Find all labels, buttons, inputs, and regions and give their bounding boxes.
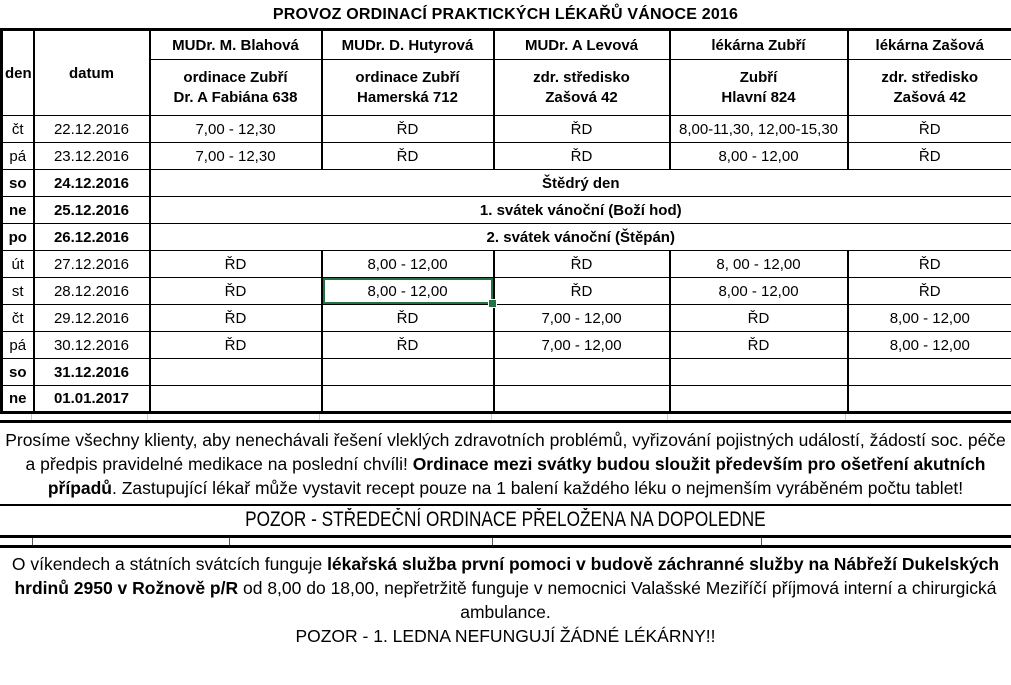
address-line: Dr. A Fabiána 638 (173, 88, 298, 106)
date-cell[interactable]: 24.12.2016 (34, 170, 150, 197)
schedule-cell[interactable] (150, 386, 322, 413)
schedule-cell[interactable]: ŘD (848, 251, 1011, 278)
notice-weekend-bold: lékařská služba první pomoci v budově záchranné služby na Nábřeží Dukelských hrdinů 2950 v Rožnově p/R (14, 554, 1000, 598)
schedule-cell[interactable]: 8,00-11,30, 12,00-15,30 (670, 116, 848, 143)
header-datum[interactable]: datum (34, 30, 150, 116)
schedule-cell[interactable]: ŘD (150, 305, 322, 332)
day-cell[interactable]: so (2, 359, 34, 386)
header-address-lekarna-zubri[interactable] (670, 60, 848, 116)
notice-weekend-service (0, 548, 1011, 652)
date-cell[interactable]: 30.12.2016 (34, 332, 150, 359)
table-row-holiday (2, 224, 1011, 251)
schedule-cell[interactable] (848, 386, 1011, 413)
day-cell[interactable]: ne (2, 386, 34, 413)
schedule-cell[interactable]: 8,00 - 12,00 (322, 251, 494, 278)
schedule-cell[interactable]: ŘD (322, 305, 494, 332)
notice-pharmacies-closed: POZOR - 1. LEDNA NEFUNGUJÍ ŽÁDNÉ LÉKÁRNY!! (295, 626, 716, 646)
schedule-cell[interactable]: 7,00 - 12,00 (494, 305, 670, 332)
day-cell[interactable]: st (2, 278, 34, 305)
page-title: PROVOZ ORDINACÍ PRAKTICKÝCH LÉKAŘŮ VÁNOCE 2016 (272, 6, 739, 23)
notice-weekend-text-2: od 8,00 do 18,00, nepřetržitě funguje v nemocnici Valašské Meziříčí příjmová interní a chirurgická ambulance. (238, 578, 997, 622)
schedule-cell[interactable]: ŘD (322, 143, 494, 170)
notice-clients-bold: Ordinace mezi svátky budou sloužit především pro ošetření akutních případů (47, 454, 986, 498)
schedule-cell[interactable] (494, 359, 670, 386)
schedule-cell[interactable] (848, 359, 1011, 386)
table-row (2, 359, 1011, 386)
table-row (2, 143, 1011, 170)
grid-strip (0, 535, 1011, 548)
schedule-cell[interactable]: ŘD (494, 143, 670, 170)
holiday-cell[interactable]: Štědrý den (150, 170, 1011, 197)
notice-clients (0, 423, 1011, 504)
schedule-table (0, 28, 1011, 414)
date-cell[interactable]: 28.12.2016 (34, 278, 150, 305)
schedule-cell[interactable]: ŘD (848, 143, 1011, 170)
day-cell[interactable]: pá (2, 332, 34, 359)
schedule-cell[interactable]: 8, 00 - 12,00 (670, 251, 848, 278)
holiday-cell[interactable]: 1. svátek vánoční (Boží hod) (150, 197, 1011, 224)
header-address-blahova[interactable] (150, 60, 322, 116)
address-line: zdr. středisko (881, 68, 979, 86)
address-line: Hlavní 824 (721, 88, 796, 106)
header-address-hutyrova[interactable] (322, 60, 494, 116)
day-cell[interactable]: po (2, 224, 34, 251)
date-cell[interactable]: 27.12.2016 (34, 251, 150, 278)
notice-weekend-text-1: O víkendech a státních svátcích funguje (11, 554, 328, 574)
date-cell[interactable]: 29.12.2016 (34, 305, 150, 332)
schedule-cell[interactable]: ŘD (150, 332, 322, 359)
address-line: ordinace Zubří (183, 68, 288, 86)
address-line: zdr. středisko (533, 68, 630, 86)
grid-strip (0, 414, 1011, 423)
schedule-cell[interactable] (150, 359, 322, 386)
schedule-cell[interactable]: 8,00 - 12,00 (670, 143, 848, 170)
table-row-holiday (2, 170, 1011, 197)
schedule-cell[interactable]: 8,00 - 12,00 (848, 305, 1011, 332)
table-row (2, 386, 1011, 413)
schedule-cell[interactable] (670, 359, 848, 386)
table-row (2, 332, 1011, 359)
selected-cell[interactable]: 8,00 - 12,00 (322, 278, 494, 305)
address-line: Zašová 42 (893, 88, 967, 106)
schedule-cell[interactable]: 8,00 - 12,00 (848, 332, 1011, 359)
schedule-cell[interactable] (670, 386, 848, 413)
day-cell[interactable]: so (2, 170, 34, 197)
schedule-cell[interactable]: ŘD (494, 251, 670, 278)
table-row (2, 305, 1011, 332)
date-cell[interactable]: 25.12.2016 (34, 197, 150, 224)
schedule-cell[interactable]: ŘD (670, 332, 848, 359)
schedule-cell[interactable]: ŘD (848, 278, 1011, 305)
header-den[interactable]: den (2, 30, 34, 116)
schedule-cell[interactable]: 7,00 - 12,30 (150, 116, 322, 143)
schedule-cell[interactable] (322, 386, 494, 413)
holiday-cell[interactable]: 2. svátek vánoční (Štěpán) (150, 224, 1011, 251)
header-provider-lekarna-zasova[interactable]: lékárna Zašová (848, 30, 1011, 60)
schedule-cell[interactable] (322, 359, 494, 386)
schedule-cell[interactable]: ŘD (670, 305, 848, 332)
header-provider-hutyrova[interactable]: MUDr. D. Hutyrová (322, 30, 494, 60)
banner-text: POZOR - STŘEDEČNÍ ORDINACE PŘELOŽENA NA DOPOLEDNE (245, 508, 766, 531)
header-address-levova[interactable] (494, 60, 670, 116)
header-provider-blahova[interactable]: MUDr. M. Blahová (150, 30, 322, 60)
schedule-cell[interactable]: 7,00 - 12,00 (494, 332, 670, 359)
schedule-cell[interactable]: ŘD (494, 278, 670, 305)
date-cell[interactable]: 26.12.2016 (34, 224, 150, 251)
notice-clients-text-1: Prosíme všechny klienty, aby nenechávali řešení vleklých zdravotních problémů, vyřizování pojistných událostí, žádostí soc. péče a předpis pravidelné medikace na poslední chvíli! (5, 430, 1006, 474)
table-row (2, 116, 1011, 143)
schedule-cell[interactable] (494, 386, 670, 413)
date-cell[interactable]: 31.12.2016 (34, 359, 150, 386)
notice-wednesday-banner (0, 504, 1011, 535)
address-line: Zubří (739, 68, 778, 86)
address-line: Zašová 42 (545, 88, 618, 106)
schedule-cell[interactable]: ŘD (494, 116, 670, 143)
date-cell[interactable]: 23.12.2016 (34, 143, 150, 170)
day-cell[interactable]: ne (2, 197, 34, 224)
schedule-cell[interactable]: 8,00 - 12,00 (670, 278, 848, 305)
schedule-cell[interactable]: ŘD (322, 116, 494, 143)
schedule-cell[interactable]: 7,00 - 12,30 (150, 143, 322, 170)
schedule-cell[interactable]: ŘD (150, 278, 322, 305)
date-cell[interactable]: 01.01.2017 (34, 386, 150, 413)
day-cell[interactable]: pá (2, 143, 34, 170)
table-row (2, 278, 1011, 305)
header-provider-lekarna-zubri[interactable]: lékárna Zubří (670, 30, 848, 60)
address-line: ordinace Zubří (355, 68, 460, 86)
table-row (2, 251, 1011, 278)
notice-clients-text-2: . Zastupující lékař může vystavit recept pouze na 1 balení každého léku o nejmenším vyráběném počtu tablet! (112, 478, 964, 498)
address-line: Hamerská 712 (357, 88, 458, 106)
date-cell[interactable]: 22.12.2016 (34, 116, 150, 143)
header-address-lekarna-zasova[interactable] (848, 60, 1011, 116)
schedule-cell[interactable]: ŘD (848, 116, 1011, 143)
day-cell[interactable]: út (2, 251, 34, 278)
table-row-holiday (2, 197, 1011, 224)
schedule-cell[interactable]: ŘD (150, 251, 322, 278)
day-cell[interactable]: čt (2, 305, 34, 332)
day-cell[interactable]: čt (2, 116, 34, 143)
header-provider-levova[interactable]: MUDr. A Levová (494, 30, 670, 60)
schedule-cell[interactable]: ŘD (322, 332, 494, 359)
